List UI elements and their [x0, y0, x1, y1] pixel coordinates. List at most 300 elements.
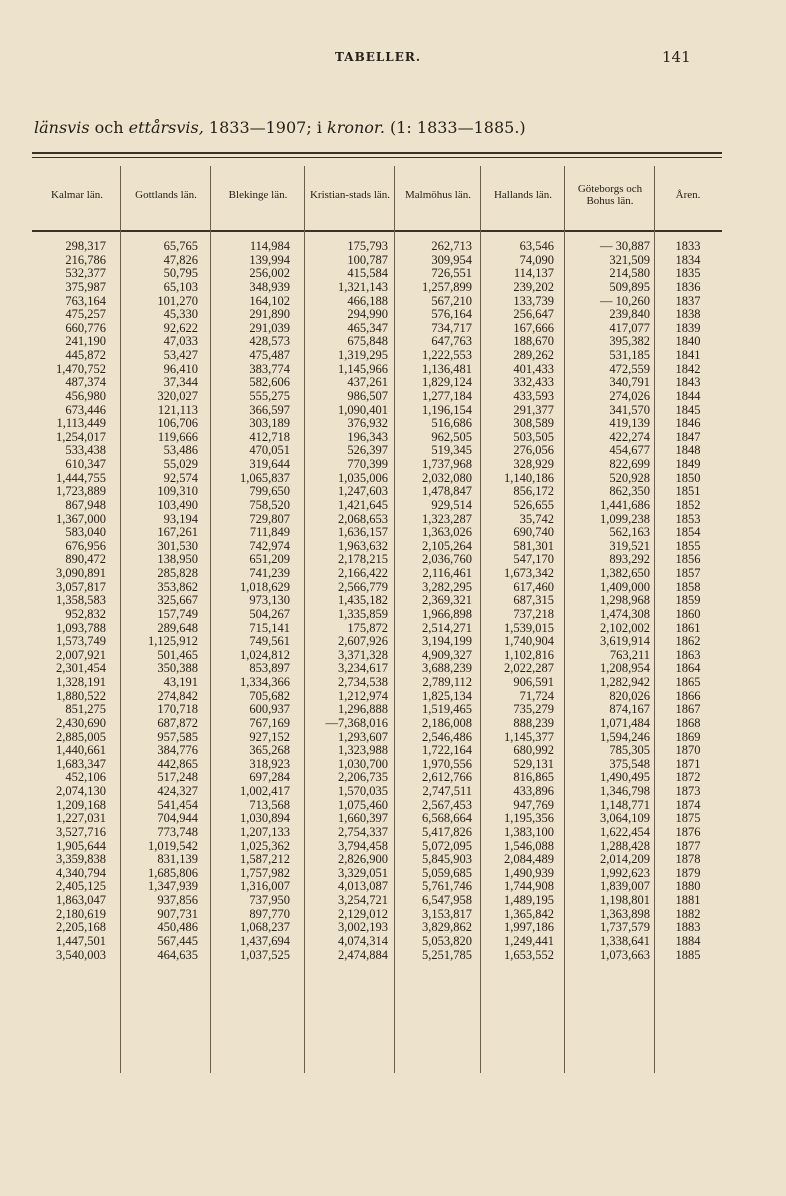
table-row — [0, 662, 786, 676]
table-cell: 114,137 — [513, 266, 554, 281]
table-cell: 2,474,884 — [338, 947, 388, 962]
year-cell: 1872 — [675, 770, 701, 785]
table-cell: 1,490,495 — [600, 770, 650, 785]
table-cell: 188,670 — [513, 334, 554, 349]
table-cell: 309,954 — [431, 252, 472, 267]
table-cell: 3,153,817 — [422, 906, 472, 921]
table-cell: 1,440,661 — [56, 743, 106, 758]
table-cell: 1,335,859 — [338, 606, 388, 621]
year-cell: 1854 — [675, 525, 701, 540]
year-cell: 1844 — [675, 388, 701, 403]
year-cell: 1845 — [675, 402, 701, 417]
table-cell: 1,570,035 — [338, 784, 388, 798]
table-cell: 519,345 — [431, 443, 472, 458]
table-cell: 749,561 — [249, 634, 290, 649]
table-cell: 503,505 — [513, 429, 554, 444]
table-row — [0, 485, 786, 499]
table-row — [0, 608, 786, 622]
table-row — [0, 853, 786, 867]
table-cell: 332,433 — [513, 375, 554, 390]
table-cell: 2,102,002 — [600, 620, 650, 635]
year-cell: 1871 — [675, 756, 701, 771]
table-cell: 2,116,461 — [422, 566, 472, 580]
table-cell: 428,573 — [249, 334, 290, 349]
column-header: Hallands län. — [493, 189, 553, 201]
table-cell: 583,040 — [65, 525, 106, 540]
table-cell: 419,139 — [609, 416, 650, 431]
year-cell: 1866 — [675, 688, 701, 703]
table-cell: 71,724 — [519, 688, 554, 703]
table-cell: 735,279 — [513, 702, 554, 717]
table-cell: 1,338,641 — [600, 933, 650, 948]
table-row — [0, 322, 786, 336]
table-row — [0, 553, 786, 567]
year-cell: 1856 — [675, 552, 701, 567]
table-cell: 1,363,898 — [600, 906, 650, 921]
table-cell: 375,548 — [609, 756, 650, 771]
table-cell: 452,106 — [65, 770, 106, 785]
table-caption — [34, 118, 526, 137]
year-cell: 1838 — [675, 307, 701, 322]
table-row — [0, 826, 786, 840]
table-row — [0, 267, 786, 281]
table-cell: 442,865 — [157, 756, 198, 771]
table-cell: 101,270 — [157, 293, 198, 308]
table-cell: 531,185 — [609, 348, 650, 362]
table-cell: 1,030,700 — [338, 756, 388, 771]
year-cell: 1880 — [675, 879, 701, 894]
table-cell: 5,845,903 — [422, 852, 472, 867]
table-cell: 424,327 — [157, 784, 198, 798]
table-cell: 1,367,000 — [56, 511, 106, 526]
table-row — [0, 744, 786, 758]
table-cell: 319,521 — [609, 538, 650, 553]
table-cell: 888,239 — [513, 715, 554, 730]
table-cell: 433,593 — [513, 388, 554, 403]
table-cell: 466,188 — [347, 293, 388, 308]
table-cell: 3,794,458 — [338, 838, 388, 853]
table-cell: 2,607,926 — [338, 634, 388, 649]
table-cell: 526,655 — [513, 497, 554, 512]
caption-part: kronor. — [327, 118, 385, 137]
table-cell: 262,713 — [431, 239, 472, 253]
table-cell: 1,963,632 — [338, 538, 388, 553]
table-cell: 133,739 — [513, 293, 554, 308]
table-cell: 1,363,026 — [422, 525, 472, 540]
year-cell: 1851 — [675, 484, 701, 499]
table-cell: 1,196,154 — [422, 402, 472, 417]
table-cell: 690,740 — [513, 525, 554, 540]
table-row — [0, 390, 786, 404]
table-cell: 1,298,968 — [600, 593, 650, 608]
table-cell: 1,102,816 — [504, 647, 554, 662]
table-cell: 1,195,356 — [504, 811, 554, 826]
table-cell: 704,944 — [157, 811, 198, 826]
table-cell: 289,262 — [513, 348, 554, 362]
table-cell: 289,648 — [157, 620, 198, 635]
year-cell: 1879 — [675, 865, 701, 880]
table-cell: 1,474,308 — [600, 606, 650, 621]
column-header: Kristian-stads län. — [309, 189, 391, 201]
table-cell: 92,574 — [163, 470, 198, 485]
table-body — [0, 240, 786, 962]
running-head: TABELLER. — [335, 50, 422, 64]
table-cell: 103,490 — [157, 497, 198, 512]
year-cell: 1873 — [675, 784, 701, 798]
table-row — [0, 717, 786, 731]
table-cell: 353,862 — [157, 579, 198, 594]
table-cell: 816,865 — [513, 770, 554, 785]
table-cell: 2,430,690 — [56, 715, 106, 730]
table-cell: 1,247,603 — [338, 484, 388, 499]
year-cell: 1834 — [675, 252, 701, 267]
table-cell: 450,486 — [157, 920, 198, 935]
table-cell: 433,896 — [513, 784, 554, 798]
table-cell: 157,749 — [157, 606, 198, 621]
table-cell: 1,489,195 — [504, 893, 554, 907]
table-cell: 256,002 — [249, 266, 290, 281]
table-cell: 319,644 — [249, 457, 290, 471]
table-cell: 291,377 — [513, 402, 554, 417]
table-row — [0, 758, 786, 772]
table-cell: 562,163 — [609, 525, 650, 540]
caption-part: länsvis — [34, 118, 90, 137]
year-cell: 1847 — [675, 429, 701, 444]
table-cell: 465,347 — [347, 320, 388, 335]
table-row — [0, 254, 786, 268]
table-cell: 1,587,212 — [240, 852, 290, 867]
column-header: Åren. — [675, 189, 701, 201]
table-cell: 734,717 — [431, 320, 472, 335]
table-cell: 5,059,685 — [422, 865, 472, 880]
table-cell: 3,829,862 — [422, 920, 472, 935]
table-cell: 1,065,837 — [240, 470, 290, 485]
year-cell: 1841 — [675, 348, 701, 362]
table-cell: 862,350 — [609, 484, 650, 499]
column-header: Göteborgs och Bohus län. — [577, 183, 643, 207]
table-cell: 241,190 — [65, 334, 106, 349]
table-cell: 1,068,237 — [240, 920, 290, 935]
table-cell: 1,319,295 — [338, 348, 388, 362]
table-cell: 164,102 — [249, 293, 290, 308]
table-cell: 947,769 — [513, 797, 554, 812]
year-cell: 1859 — [675, 593, 701, 608]
table-cell: 1,966,898 — [422, 606, 472, 621]
table-cell: 384,776 — [157, 743, 198, 758]
table-cell: 92,622 — [163, 320, 198, 335]
table-cell: 2,885,005 — [56, 729, 106, 744]
table-cell: 2,022,287 — [504, 661, 554, 676]
table-cell: 529,131 — [513, 756, 554, 771]
table-row — [0, 935, 786, 949]
table-row — [0, 690, 786, 704]
year-cell: 1864 — [675, 661, 701, 676]
table-cell: 2,206,735 — [338, 770, 388, 785]
table-cell: 851,275 — [65, 702, 106, 717]
table-cell: 1,839,007 — [600, 879, 650, 894]
table-cell: 291,890 — [249, 307, 290, 322]
table-cell: 651,209 — [249, 552, 290, 567]
table-row — [0, 840, 786, 854]
table-row — [0, 349, 786, 363]
table-cell: 520,928 — [609, 470, 650, 485]
table-row — [0, 363, 786, 377]
table-cell: 1,441,686 — [600, 497, 650, 512]
table-cell: 318,923 — [249, 756, 290, 771]
table-row — [0, 785, 786, 799]
table-cell: 93,194 — [163, 511, 198, 526]
table-row — [0, 894, 786, 908]
table-cell: 3,194,199 — [422, 634, 472, 649]
table-cell: 526,397 — [347, 443, 388, 458]
table-cell: 1,257,899 — [422, 279, 472, 294]
table-cell: 2,074,130 — [56, 784, 106, 798]
table-cell: 1,198,801 — [600, 893, 650, 907]
table-row — [0, 499, 786, 513]
table-cell: 713,568 — [249, 797, 290, 812]
table-cell: 2,369,321 — [422, 593, 472, 608]
year-cell: 1836 — [675, 279, 701, 294]
table-cell: 114,984 — [249, 239, 290, 253]
table-cell: 1,383,100 — [504, 824, 554, 839]
year-cell: 1877 — [675, 838, 701, 853]
table-cell: 1,539,015 — [504, 620, 554, 635]
table-cell: 1,328,191 — [56, 675, 106, 689]
table-cell: 1,437,694 — [240, 933, 290, 948]
table-cell: 3,527,716 — [56, 824, 106, 839]
table-cell: 1,075,460 — [338, 797, 388, 812]
year-cell: 1860 — [675, 606, 701, 621]
table-cell: 1,737,968 — [422, 457, 472, 471]
table-cell: — 30,887 — [600, 239, 650, 253]
year-cell: 1855 — [675, 538, 701, 553]
table-cell: 139,994 — [249, 252, 290, 267]
table-cell: 350,388 — [157, 661, 198, 676]
table-cell: 2,789,112 — [422, 675, 472, 689]
table-cell: 1,737,579 — [600, 920, 650, 935]
table-cell: 464,635 — [157, 947, 198, 962]
table-cell: 6,568,664 — [422, 811, 472, 826]
table-cell: 687,315 — [513, 593, 554, 608]
table-cell: 856,172 — [513, 484, 554, 499]
table-row — [0, 908, 786, 922]
table-row — [0, 404, 786, 418]
table-cell: 986,507 — [347, 388, 388, 403]
table-cell: 4,340,794 — [56, 865, 106, 880]
table-top-rule-thin — [32, 157, 722, 158]
table-cell: 742,974 — [249, 538, 290, 553]
table-cell: 687,872 — [157, 715, 198, 730]
table-cell: 2,754,337 — [338, 824, 388, 839]
table-cell: 2,514,271 — [422, 620, 472, 635]
table-cell: 45,330 — [163, 307, 198, 322]
table-cell: 1,346,798 — [600, 784, 650, 798]
table-cell: 1,254,017 — [56, 429, 106, 444]
table-row — [0, 812, 786, 826]
table-cell: 1,293,607 — [338, 729, 388, 744]
year-cell: 1875 — [675, 811, 701, 826]
table-cell: 1,227,031 — [56, 811, 106, 826]
table-row — [0, 526, 786, 540]
table-cell: 567,445 — [157, 933, 198, 948]
table-cell: 341,570 — [609, 402, 650, 417]
year-cell: 1848 — [675, 443, 701, 458]
table-cell: 239,202 — [513, 279, 554, 294]
table-cell: 196,343 — [347, 429, 388, 444]
table-cell: 65,765 — [163, 239, 198, 253]
table-cell: 3,371,328 — [338, 647, 388, 662]
table-cell: 1,323,988 — [338, 743, 388, 758]
table-cell: 417,077 — [609, 320, 650, 335]
table-cell: 2,036,760 — [422, 552, 472, 567]
table-cell: 973,130 — [249, 593, 290, 608]
table-cell: 395,382 — [609, 334, 650, 349]
table-cell: 501,465 — [157, 647, 198, 662]
table-cell: 1,208,954 — [600, 661, 650, 676]
table-cell: 1,073,663 — [600, 947, 650, 962]
table-row — [0, 676, 786, 690]
table-cell: 167,261 — [157, 525, 198, 540]
table-cell: 1,970,556 — [422, 756, 472, 771]
table-cell: 676,956 — [65, 538, 106, 553]
table-cell: 1,478,847 — [422, 484, 472, 499]
year-cell: 1878 — [675, 852, 701, 867]
table-cell: 957,585 — [157, 729, 198, 744]
table-cell: 3,234,617 — [338, 661, 388, 676]
year-cell: 1868 — [675, 715, 701, 730]
table-cell: 5,072,095 — [422, 838, 472, 853]
year-cell: 1867 — [675, 702, 701, 717]
table-cell: 647,763 — [431, 334, 472, 349]
table-cell: 274,026 — [609, 388, 650, 403]
table-cell: 1,099,238 — [600, 511, 650, 526]
table-cell: 3,619,914 — [600, 634, 650, 649]
table-cell: 660,776 — [65, 320, 106, 335]
table-cell: 1,470,752 — [56, 361, 106, 376]
year-cell: 1853 — [675, 511, 701, 526]
table-row — [0, 594, 786, 608]
table-header-rule — [32, 230, 722, 232]
table-cell: 2,612,766 — [422, 770, 472, 785]
table-row — [0, 867, 786, 881]
table-cell: 533,438 — [65, 443, 106, 458]
table-cell: 1,093,788 — [56, 620, 106, 635]
year-cell: 1839 — [675, 320, 701, 335]
table-cell: 6,547,958 — [422, 893, 472, 907]
table-cell: 763,164 — [65, 293, 106, 308]
table-row — [0, 949, 786, 963]
table-cell: 907,731 — [157, 906, 198, 921]
year-cell: 1865 — [675, 675, 701, 689]
table-cell: — 10,260 — [600, 293, 650, 308]
table-cell: 1,222,553 — [422, 348, 472, 362]
table-cell: 412,718 — [249, 429, 290, 444]
table-cell: 422,274 — [609, 429, 650, 444]
table-cell: 5,761,746 — [422, 879, 472, 894]
table-cell: 3,282,295 — [422, 579, 472, 594]
table-cell: 1,090,401 — [338, 402, 388, 417]
table-cell: 487,374 — [65, 375, 106, 390]
table-cell: 1,035,006 — [338, 470, 388, 485]
year-cell: 1861 — [675, 620, 701, 635]
table-cell: 2,178,215 — [338, 552, 388, 567]
table-cell: 170,718 — [157, 702, 198, 717]
table-cell: 50,795 — [163, 266, 198, 281]
year-cell: 1857 — [675, 566, 701, 580]
table-cell: 1,018,629 — [240, 579, 290, 594]
table-cell: 1,573,749 — [56, 634, 106, 649]
table-cell: 799,650 — [249, 484, 290, 499]
table-cell: 366,597 — [249, 402, 290, 417]
table-cell: 4,013,087 — [338, 879, 388, 894]
table-cell: 937,856 — [157, 893, 198, 907]
table-cell: 2,405,125 — [56, 879, 106, 894]
year-cell: 1843 — [675, 375, 701, 390]
table-cell: 1,992,623 — [600, 865, 650, 880]
table-cell: 1,546,088 — [504, 838, 554, 853]
table-cell: 5,251,785 — [422, 947, 472, 962]
table-cell: 74,090 — [519, 252, 554, 267]
year-cell: 1881 — [675, 893, 701, 907]
year-cell: 1863 — [675, 647, 701, 662]
table-cell: 897,770 — [249, 906, 290, 921]
year-cell: 1883 — [675, 920, 701, 935]
table-cell: 1,435,182 — [338, 593, 388, 608]
table-cell: 472,559 — [609, 361, 650, 376]
table-cell: 1,125,912 — [148, 634, 198, 649]
table-cell: 3,057,817 — [56, 579, 106, 594]
table-cell: 1,024,812 — [240, 647, 290, 662]
table-row — [0, 376, 786, 390]
table-cell: 1,347,939 — [148, 879, 198, 894]
table-cell: 214,580 — [609, 266, 650, 281]
table-cell: 1,880,522 — [56, 688, 106, 703]
table-cell: 532,377 — [65, 266, 106, 281]
table-cell: 711,849 — [249, 525, 290, 540]
table-cell: 53,427 — [163, 348, 198, 362]
table-cell: 470,051 — [249, 443, 290, 458]
table-cell: 2,747,511 — [422, 784, 472, 798]
year-cell: 1885 — [675, 947, 701, 962]
table-cell: 1,660,397 — [338, 811, 388, 826]
table-cell: 2,205,168 — [56, 920, 106, 935]
table-cell: 415,584 — [347, 266, 388, 281]
year-cell: 1882 — [675, 906, 701, 921]
table-cell: 376,932 — [347, 416, 388, 431]
table-cell: 96,410 — [163, 361, 198, 376]
table-cell: 1,673,342 — [504, 566, 554, 580]
table-cell: 1,323,287 — [422, 511, 472, 526]
page-header — [0, 48, 786, 68]
table-row — [0, 921, 786, 935]
table-cell: 325,667 — [157, 593, 198, 608]
table-cell: 1,683,347 — [56, 756, 106, 771]
table-cell: 285,828 — [157, 566, 198, 580]
table-cell: 680,992 — [513, 743, 554, 758]
table-cell: —7,368,016 — [325, 715, 388, 730]
table-cell: 610,347 — [65, 457, 106, 471]
table-cell: 445,872 — [65, 348, 106, 362]
table-cell: 1,447,501 — [56, 933, 106, 948]
table-cell: 401,433 — [513, 361, 554, 376]
table-cell: 276,056 — [513, 443, 554, 458]
table-cell: 1,723,889 — [56, 484, 106, 499]
table-row — [0, 581, 786, 595]
table-cell: 927,152 — [249, 729, 290, 744]
table-cell: 138,950 — [157, 552, 198, 567]
table-cell: 853,897 — [249, 661, 290, 676]
table-cell: 167,666 — [513, 320, 554, 335]
